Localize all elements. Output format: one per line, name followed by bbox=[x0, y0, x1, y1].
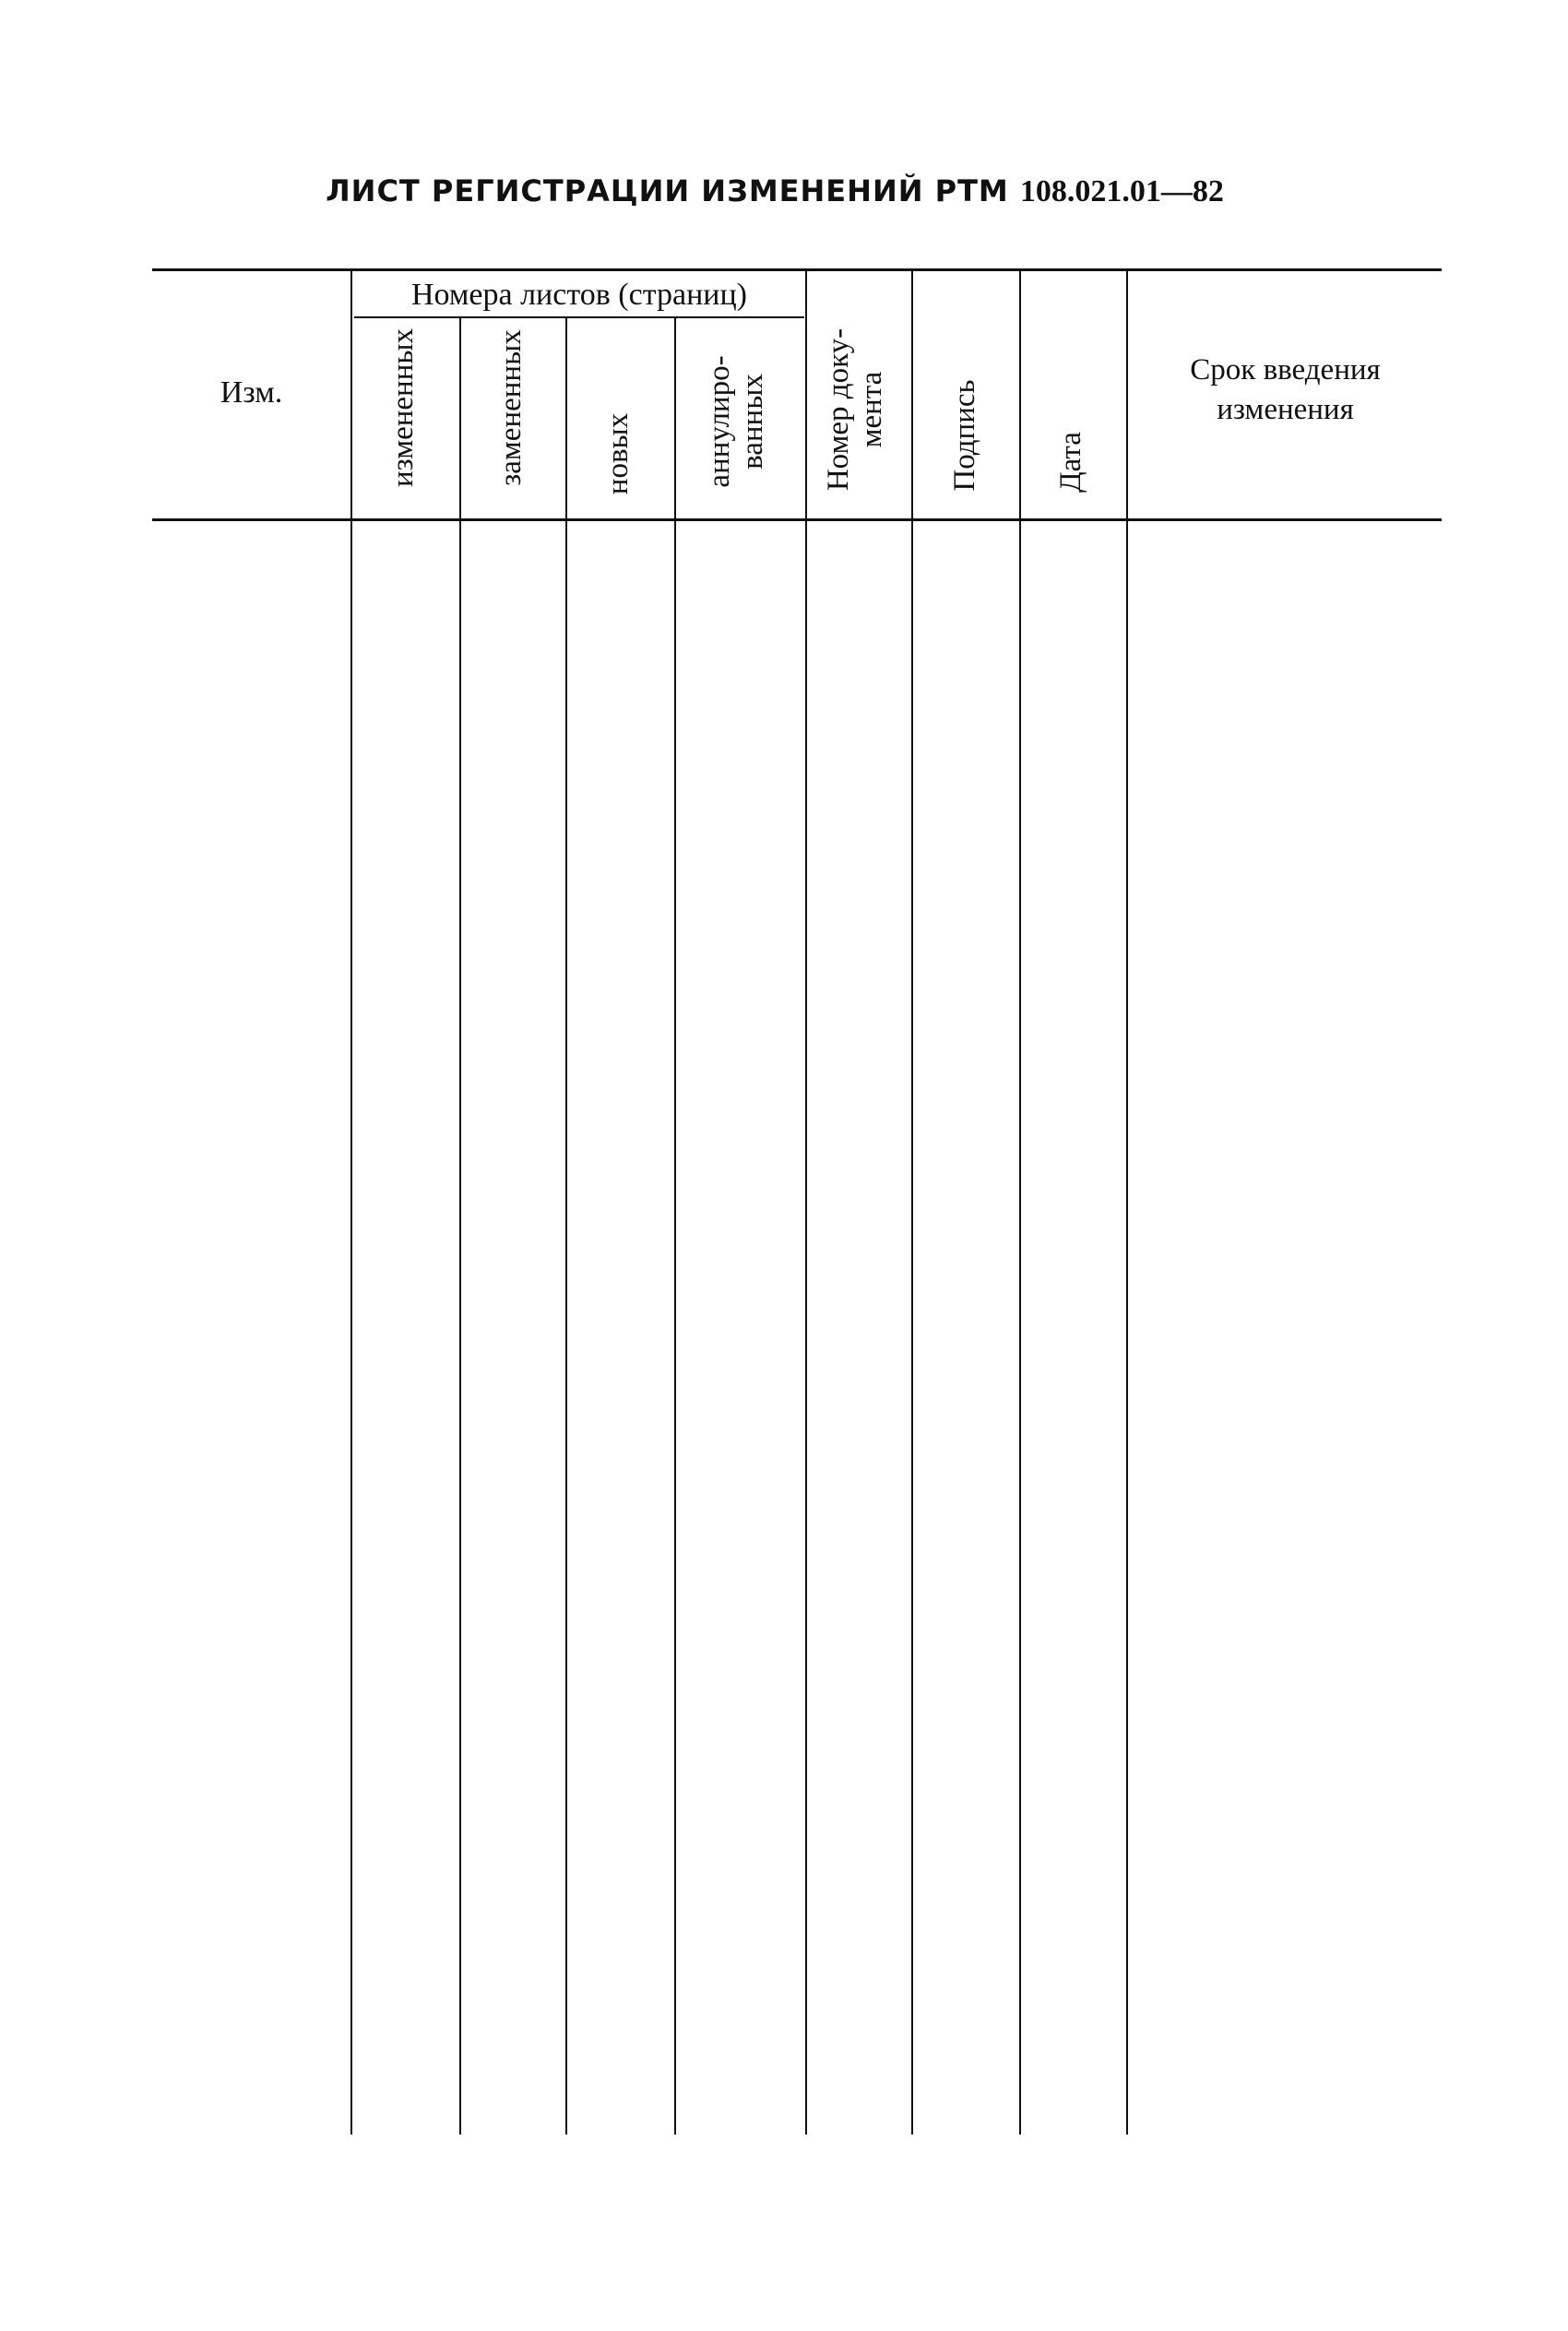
column-divider-2 bbox=[459, 318, 461, 2135]
header-new: новых bbox=[601, 412, 635, 495]
header-changed: измененных bbox=[386, 327, 420, 488]
column-divider-7 bbox=[1019, 271, 1021, 2135]
header-replaced: замененных bbox=[494, 329, 528, 486]
header-deadline bbox=[1129, 351, 1442, 430]
column-divider-6 bbox=[911, 271, 913, 2135]
header-annulled bbox=[703, 329, 777, 514]
header-deadline-line1: Срок введения bbox=[1190, 353, 1381, 387]
header-date: Дата bbox=[1054, 432, 1087, 493]
column-divider-1 bbox=[350, 271, 352, 2135]
column-divider-4 bbox=[674, 318, 676, 2135]
header-document-number-line2: мента bbox=[855, 371, 889, 448]
column-divider-3 bbox=[565, 318, 567, 2135]
title-text: ЛИСТ РЕГИСТРАЦИИ ИЗМЕНЕНИЙ РТМ bbox=[326, 173, 1009, 208]
header-change-number: Изм. bbox=[220, 375, 283, 410]
page-title bbox=[157, 173, 1393, 209]
header-sheet-numbers: Номера листов (страниц) bbox=[410, 278, 747, 312]
header-signature: Подпись bbox=[948, 379, 981, 492]
column-divider-8 bbox=[1126, 271, 1128, 2135]
table-top-rule bbox=[152, 268, 1442, 271]
header-annulled-line1: аннулиро- bbox=[703, 355, 736, 488]
header-bottom-rule bbox=[152, 518, 1442, 521]
header-document-number bbox=[822, 299, 896, 520]
header-deadline-line2: изменения bbox=[1217, 392, 1354, 426]
header-document-number-line1: Номер доку- bbox=[822, 327, 855, 492]
column-divider-5 bbox=[805, 271, 807, 2135]
header-annulled-line2: ванных bbox=[736, 374, 770, 470]
title-number: 108.021.01—82 bbox=[1019, 174, 1224, 208]
